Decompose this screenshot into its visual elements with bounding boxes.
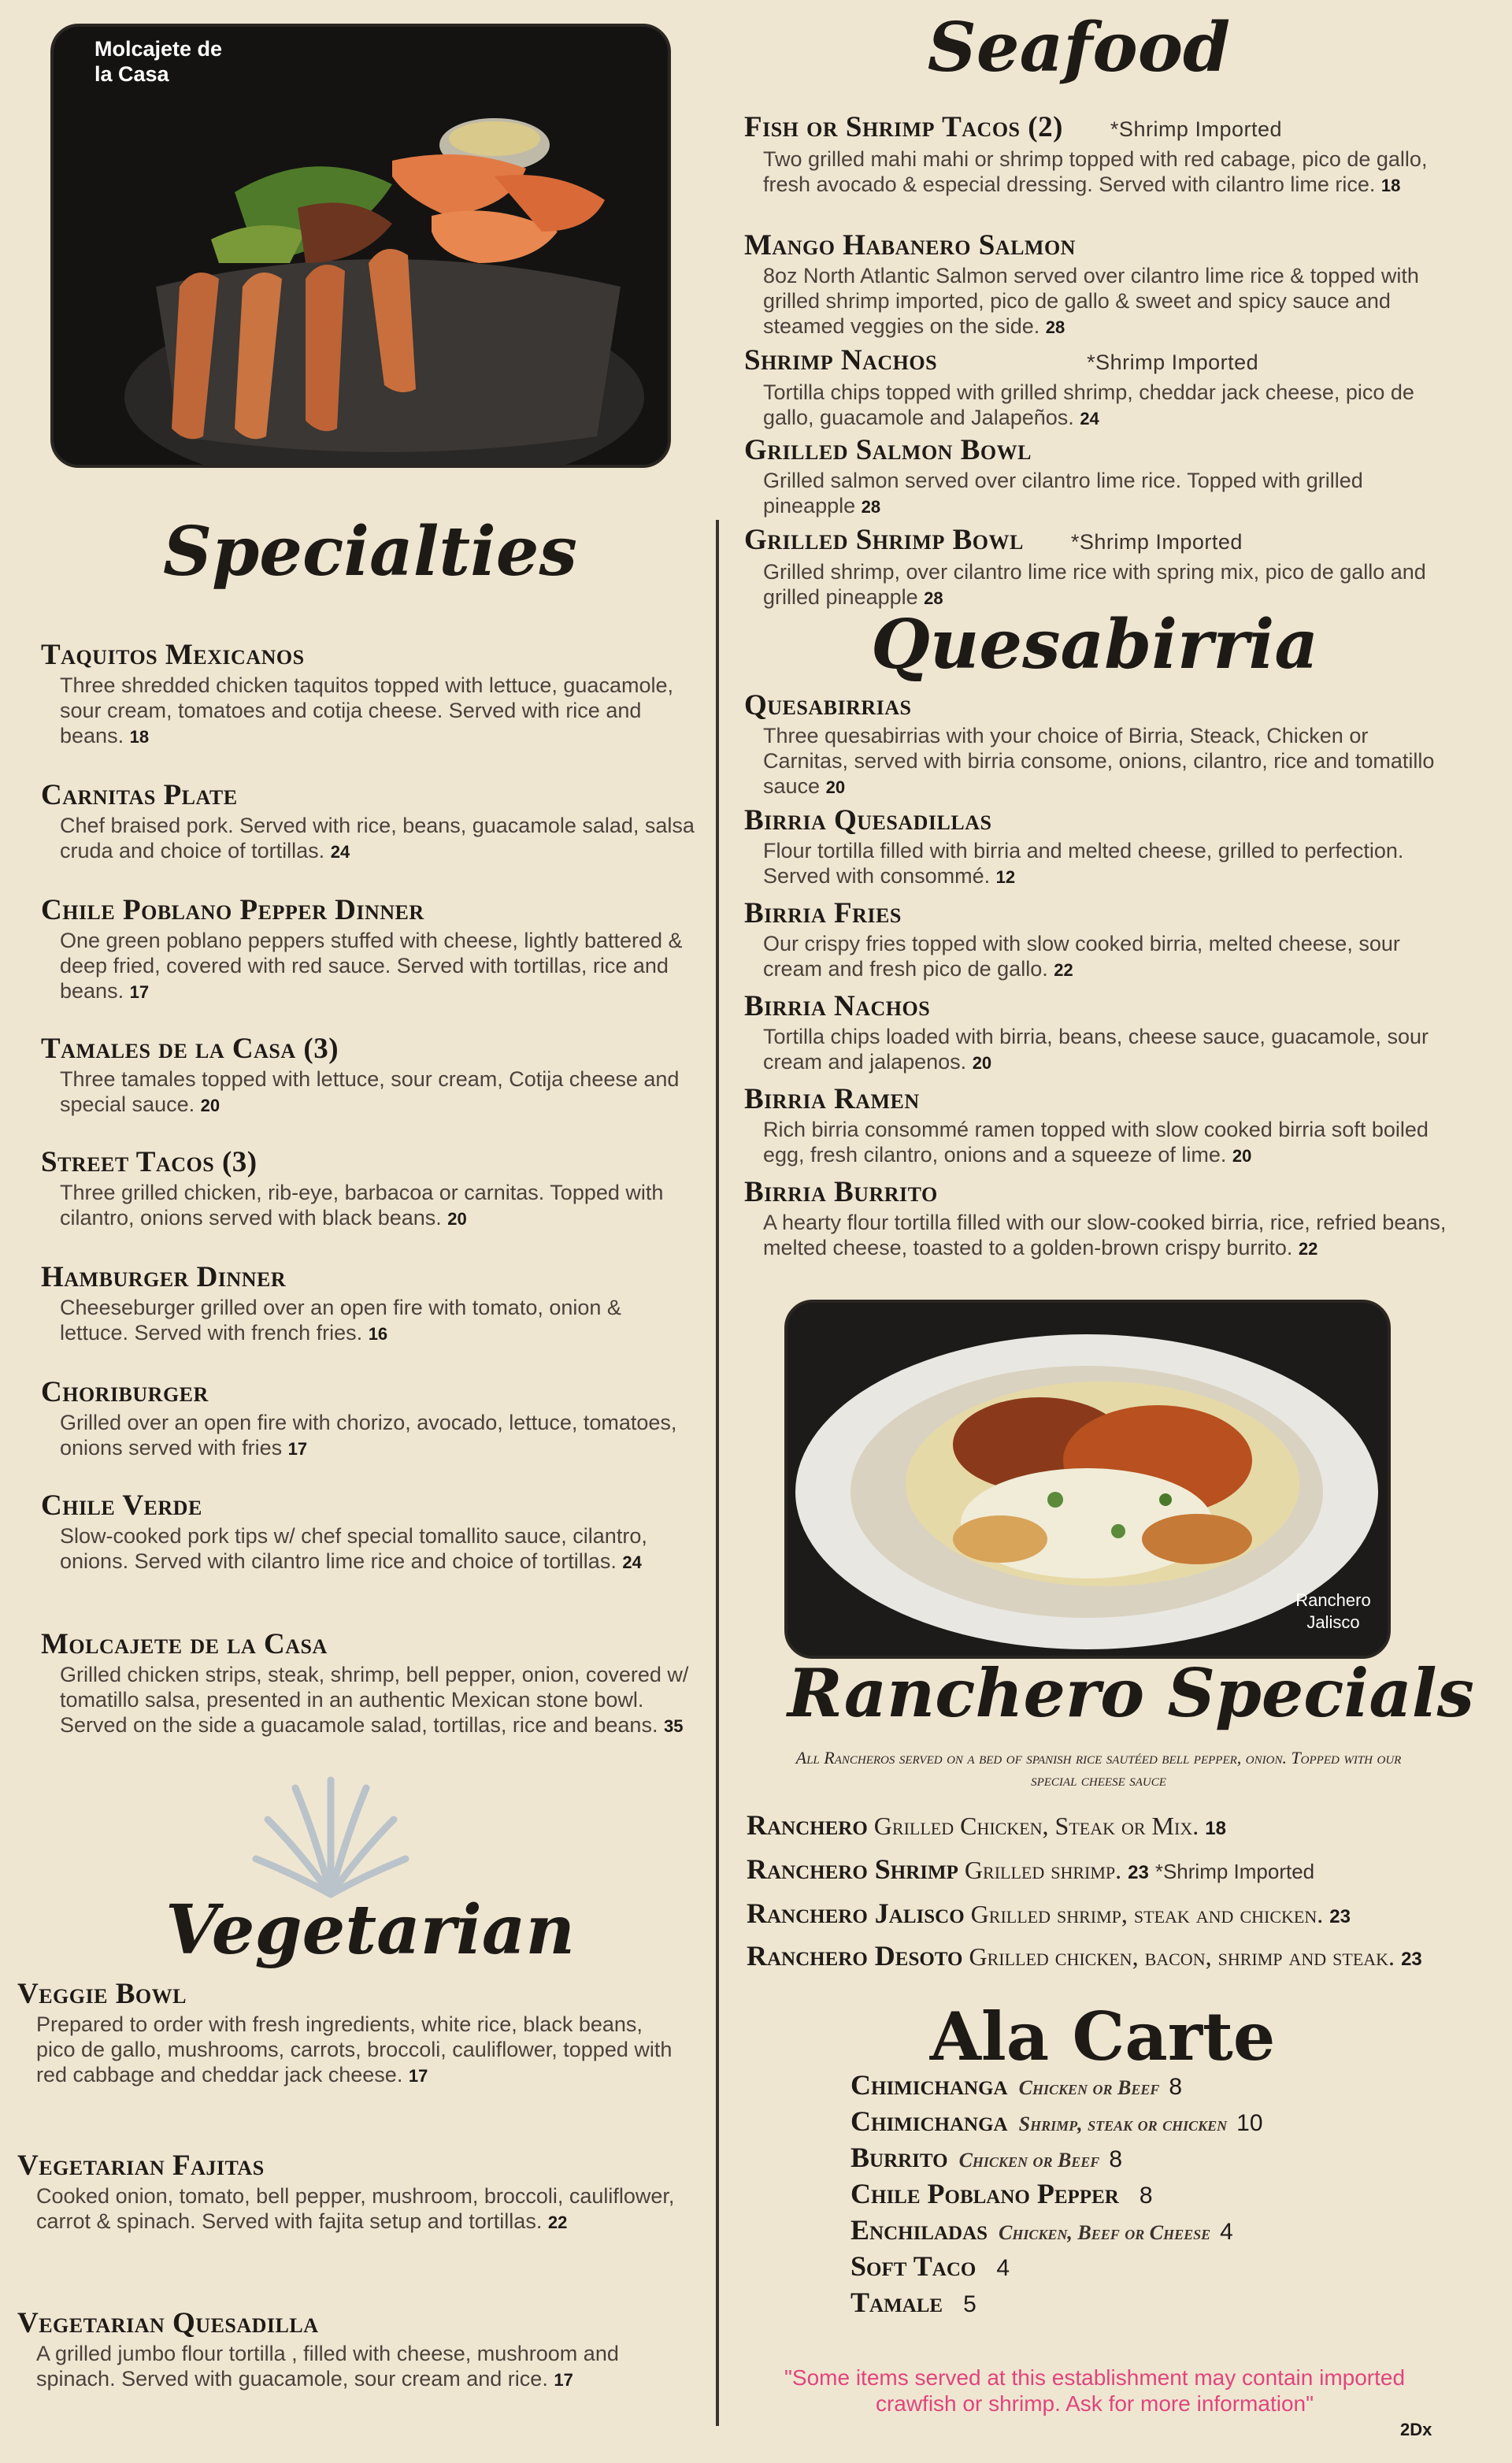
item-desc-text: Grilled over an open fire with chorizo, avocado, lettuce, tomatoes, onions served with fries: [60, 1411, 677, 1460]
item-name: [744, 345, 1453, 378]
item-desc-text: Cooked onion, tomato, bell pepper, mushroom, broccoli, cauliflower, carrot & spinach. Served with fajita setup and tortillas.: [36, 2184, 675, 2233]
item-desc: Chicken, Beef or Cheese: [999, 2221, 1211, 2244]
item-name: Carnitas Plate: [41, 779, 238, 811]
seafood-item: [744, 345, 1453, 432]
item-desc: Chicken or Beef: [958, 2149, 1100, 2172]
molcajete-illustration: [54, 27, 668, 465]
ranchero-item: [747, 1853, 1314, 1886]
item-price: 8: [1109, 2146, 1122, 2172]
item-name: Street Tacos (3): [41, 1146, 258, 1178]
item-desc-text: Tortilla chips loaded with birria, beans, cheese sauce, guacamole, sour cream and jalapenos.: [763, 1025, 1429, 1074]
item-price: 8: [1139, 2183, 1153, 2209]
item-desc-text: Our crispy fries topped with slow cooked birria, melted cheese, sour cream and fresh pico de gallo.: [763, 932, 1400, 981]
item-price: 17: [408, 2066, 428, 2086]
item-desc: [60, 1523, 695, 1575]
item-name: Birria Quesadillas: [744, 804, 992, 836]
item-price: 20: [447, 1209, 467, 1229]
item-desc-text: Chef braised pork. Served with rice, beans, guacamole salad, salsa cruda and choice of tortillas.: [60, 814, 695, 862]
item-name: Chimichanga: [850, 2069, 1008, 2101]
ranchero-item: [747, 1808, 1226, 1842]
item-price: 12: [995, 867, 1016, 887]
item-price: 23: [1128, 1862, 1149, 1883]
item-desc-text: Flour tortilla filled with birria and melted cheese, grilled to perfection. Served with consommé.: [763, 839, 1404, 888]
item-desc-text: Cheeseburger grilled over an open fire with tomato, onion & lettuce. Served with french fries.: [60, 1296, 621, 1345]
item-name: Chimichanga: [850, 2105, 1008, 2137]
item-name: Ranchero Desoto: [747, 1940, 963, 1972]
item-name: Quesabirrias: [744, 689, 912, 721]
item-price: 24: [1080, 409, 1099, 428]
item-name-text: Grilled Shrimp Bowl: [744, 524, 1024, 556]
item-name: Birria Ramen: [744, 1083, 920, 1115]
item-name: Birria Burrito: [744, 1176, 938, 1208]
quesabirria-item: [744, 1177, 1453, 1262]
carte-item: [850, 2177, 1153, 2210]
item-desc: Grilled chicken, bacon, shrimp and steak.: [969, 1942, 1395, 1971]
item-name: Chile Poblano Pepper: [850, 2178, 1119, 2209]
item-note: *Shrimp Imported: [1087, 351, 1259, 374]
item-price: 10: [1236, 2110, 1263, 2136]
item-name: Hamburger Dinner: [41, 1261, 287, 1293]
quesabirria-item: [744, 898, 1453, 983]
item-desc: [763, 931, 1453, 983]
item-desc: [36, 2341, 695, 2393]
item-price: 18: [129, 727, 150, 747]
item-name: Vegetarian Quesadilla: [17, 2307, 319, 2339]
item-desc-text: Three tamales topped with lettuce, sour cream, Cotija cheese and special sauce.: [60, 1067, 680, 1116]
item-desc: Grilled shrimp, steak and chicken.: [970, 1900, 1324, 1928]
item-price: 28: [861, 497, 881, 517]
item-desc: [36, 2012, 679, 2089]
item-desc: [763, 559, 1453, 611]
item-note: *Shrimp Imported: [1154, 1860, 1315, 1883]
item-price: 22: [547, 2213, 568, 2232]
item-name: Vegetarian Fajitas: [17, 2150, 265, 2182]
carte-item: [850, 2213, 1233, 2246]
specialty-item: [41, 895, 695, 1005]
specialty-item: [41, 1490, 695, 1575]
seafood-item: [744, 525, 1453, 611]
ranchero-note: All Rancheros served on a bed of spanish rice sautéed bell pepper, onion. Topped with our special cheese sauce: [795, 1748, 1402, 1790]
item-name: [744, 112, 1453, 145]
item-price: 5: [963, 2291, 976, 2317]
item-price: 20: [200, 1096, 220, 1115]
item-name: [744, 525, 1453, 558]
item-desc: [763, 380, 1453, 432]
item-desc-text: Slow-cooked pork tips w/ chef special tomallito sauce, cilantro, onions. Served with cilantro lime rice and choice of tortillas.: [60, 1524, 647, 1573]
item-desc-text: Three shredded chicken taquitos topped with lettuce, guacamole, sour cream, tomatoes and cotija cheese. Served with rice and beans.: [60, 673, 673, 747]
item-desc-text: 8oz North Atlantic Salmon served over cilantro lime rice & topped with grilled shrimp imported, pico de gallo & sweet and spicy sauce and steamed veggies on the side.: [763, 264, 1419, 338]
carte-item: [850, 2105, 1263, 2138]
item-price: 20: [1232, 1146, 1252, 1166]
item-name: Soft Taco: [850, 2250, 976, 2282]
specialties-title: Specialties: [163, 512, 577, 592]
item-desc: Grilled Chicken, Steak or Mix.: [873, 1812, 1199, 1840]
specialty-item: [41, 640, 695, 750]
item-desc-text: A hearty flour tortilla filled with our slow-cooked birria, rice, refried beans, melted cheese, toasted to a golden-brown crispy burrito.: [763, 1211, 1447, 1259]
item-desc-text: Grilled salmon served over cilantro lime rice. Topped with grilled pineapple: [763, 469, 1363, 517]
item-desc: Chicken or Beef: [1018, 2076, 1160, 2099]
molcajete-photo: [50, 24, 671, 468]
ranchero-photo: [784, 1300, 1391, 1659]
item-desc-text: Prepared to order with fresh ingredients, white rice, black beans, pico de gallo, mushrooms, carrots, broccoli, cauliflower, topped with red cabbage and cheddar jack cheese.: [36, 2012, 673, 2087]
quesabirria-item: [744, 805, 1453, 890]
item-price: 23: [1401, 1949, 1422, 1970]
vegetarian-item: [17, 2308, 695, 2393]
seafood-item: [744, 112, 1453, 198]
item-desc-text: Grilled chicken strips, steak, shrimp, bell pepper, onion, covered w/ tomatillo salsa, presented in an authentic Mexican stone bowl. Served on the side a guacamole salad, tortillas, rice and beans.: [60, 1663, 689, 1737]
specialty-item: [41, 780, 695, 865]
item-desc: [60, 813, 695, 865]
item-price: 23: [1329, 1906, 1351, 1927]
item-name-text: Shrimp Nachos: [744, 344, 938, 376]
quesabirria-title: Quesabirria: [870, 605, 1319, 684]
item-price: 24: [622, 1552, 642, 1572]
item-price: 17: [129, 982, 150, 1002]
item-desc-text: A grilled jumbo flour tortilla , filled with cheese, mushroom and spinach. Served with guacamole, sour cream and rice.: [36, 2342, 619, 2391]
item-desc: [763, 723, 1453, 800]
item-desc: [763, 838, 1453, 890]
quesabirria-item: [744, 991, 1453, 1076]
item-price: 18: [1205, 1818, 1226, 1839]
specialty-item: [41, 1147, 695, 1232]
item-name: Mango Habanero Salmon: [744, 229, 1076, 262]
item-name: Ranchero: [747, 1809, 868, 1841]
item-desc: [763, 468, 1453, 520]
item-desc: [763, 263, 1453, 340]
column-divider: [716, 520, 719, 2426]
item-desc-text: Tortilla chips topped with grilled shrimp, cheddar jack cheese, pico de gallo, guacamole and Jalapeños.: [763, 380, 1414, 429]
specialty-item: [41, 1377, 695, 1462]
item-desc: [763, 1024, 1453, 1076]
item-note: *Shrimp Imported: [1110, 117, 1283, 141]
item-desc: [60, 1066, 695, 1118]
ranchero-title: Ranchero Specials: [788, 1654, 1474, 1732]
carte-item: [850, 2250, 1010, 2283]
item-name: Molcajete de la Casa: [41, 1628, 328, 1660]
item-desc: [60, 1662, 695, 1739]
seafood-item: [744, 435, 1453, 520]
seafood-title: Seafood: [927, 8, 1231, 87]
ala-carte-title: Ala Carte: [929, 1997, 1276, 2075]
item-name: Enchiladas: [850, 2214, 988, 2246]
quesabirria-item: [744, 1084, 1453, 1169]
seafood-item: [744, 230, 1453, 340]
item-desc: [763, 147, 1453, 198]
item-desc-text: One green poblano peppers stuffed with cheese, lightly battered & deep fried, covered with red sauce. Served with tortillas, rice and beans.: [60, 929, 683, 1003]
item-desc-text: Three grilled chicken, rib-eye, barbacoa or carnitas. Topped with cilantro, onions served with black beans.: [60, 1181, 664, 1230]
agave-icon: [252, 1764, 410, 1898]
item-desc: Shrimp, steak or chicken: [1018, 2112, 1228, 2135]
item-price: 4: [1220, 2219, 1233, 2245]
carte-item: [850, 2141, 1122, 2174]
molcajete-caption: Molcajete de la Casa: [94, 37, 223, 86]
item-price: 24: [330, 842, 350, 862]
item-name: Taquitos Mexicanos: [41, 639, 305, 671]
ranchero-caption: Ranchero Jalisco: [1295, 1590, 1371, 1632]
item-name: Birria Fries: [744, 897, 902, 929]
item-desc: [60, 1410, 695, 1462]
specialty-item: [41, 1629, 695, 1739]
item-name: Choriburger: [41, 1376, 209, 1408]
item-desc: [60, 1180, 695, 1232]
item-name: Tamale: [850, 2287, 943, 2318]
item-name-text: Fish or Shrimp Tacos (2): [744, 111, 1063, 143]
carte-item: [850, 2286, 976, 2319]
ranchero-item: [747, 1939, 1422, 1972]
item-price: 16: [368, 1324, 388, 1344]
ranchero-item: [747, 1897, 1351, 1930]
item-name: Burrito: [850, 2142, 948, 2173]
item-desc: [763, 1210, 1453, 1262]
item-name: Chile Poblano Pepper Dinner: [41, 894, 424, 926]
item-desc: Grilled shrimp.: [964, 1856, 1122, 1884]
item-desc: [36, 2183, 679, 2235]
item-name: Ranchero Jalisco: [747, 1897, 965, 1929]
item-desc-text: Grilled shrimp, over cilantro lime rice with spring mix, pico de gallo and grilled pineapple: [763, 560, 1426, 609]
vegetarian-item: [17, 2150, 679, 2235]
item-price: 22: [1054, 960, 1073, 980]
item-price: 20: [825, 777, 846, 797]
item-price: 8: [1169, 2074, 1183, 2100]
disclaimer: "Some items served at this establishment may contain imported crawfish or shrimp. Ask for more information": [784, 2365, 1406, 2416]
item-desc-text: Two grilled mahi mahi or shrimp topped with red cabage, pico de gallo, fresh avocado & especial dressing. Served with cilantro lime rice.: [763, 147, 1428, 196]
item-name: Grilled Salmon Bowl: [744, 434, 1032, 466]
quesabirria-item: [744, 690, 1453, 800]
item-price: 20: [972, 1053, 992, 1073]
item-price: 28: [1045, 317, 1065, 337]
item-name: Birria Nachos: [744, 990, 931, 1022]
vegetarian-title: Vegetarian: [165, 1890, 576, 1970]
item-desc-text: Rich birria consommé ramen topped with slow cooked birria soft boiled egg, fresh cilantro, onions and a squeeze of lime.: [763, 1118, 1429, 1167]
item-name: Ranchero Shrimp: [747, 1853, 958, 1885]
page-code: 2Dx: [1400, 2420, 1432, 2439]
item-price: 35: [663, 1716, 684, 1736]
item-desc: [60, 673, 695, 750]
vegetarian-item: [17, 1979, 679, 2089]
item-desc: [60, 928, 695, 1005]
item-name: Chile Verde: [41, 1489, 202, 1522]
item-name: Tamales de la Casa (3): [41, 1033, 339, 1065]
specialty-item: [41, 1262, 695, 1347]
item-desc: [60, 1295, 695, 1347]
item-note: *Shrimp Imported: [1070, 530, 1243, 554]
item-price: 28: [924, 588, 943, 608]
item-price: 22: [1298, 1239, 1318, 1259]
item-price: 17: [287, 1439, 308, 1459]
item-price: 4: [996, 2255, 1010, 2281]
carte-item: [850, 2068, 1182, 2101]
item-price: 18: [1380, 176, 1401, 195]
item-price: 17: [554, 2370, 573, 2390]
item-desc: [763, 1117, 1453, 1169]
item-desc-text: Three quesabirrias with your choice of Birria, Steack, Chicken or Carnitas, served with birria consome, onions, cilantro, rice and tomatillo sauce: [763, 724, 1435, 798]
item-name: Veggie Bowl: [17, 1978, 187, 2010]
specialty-item: [41, 1033, 695, 1118]
